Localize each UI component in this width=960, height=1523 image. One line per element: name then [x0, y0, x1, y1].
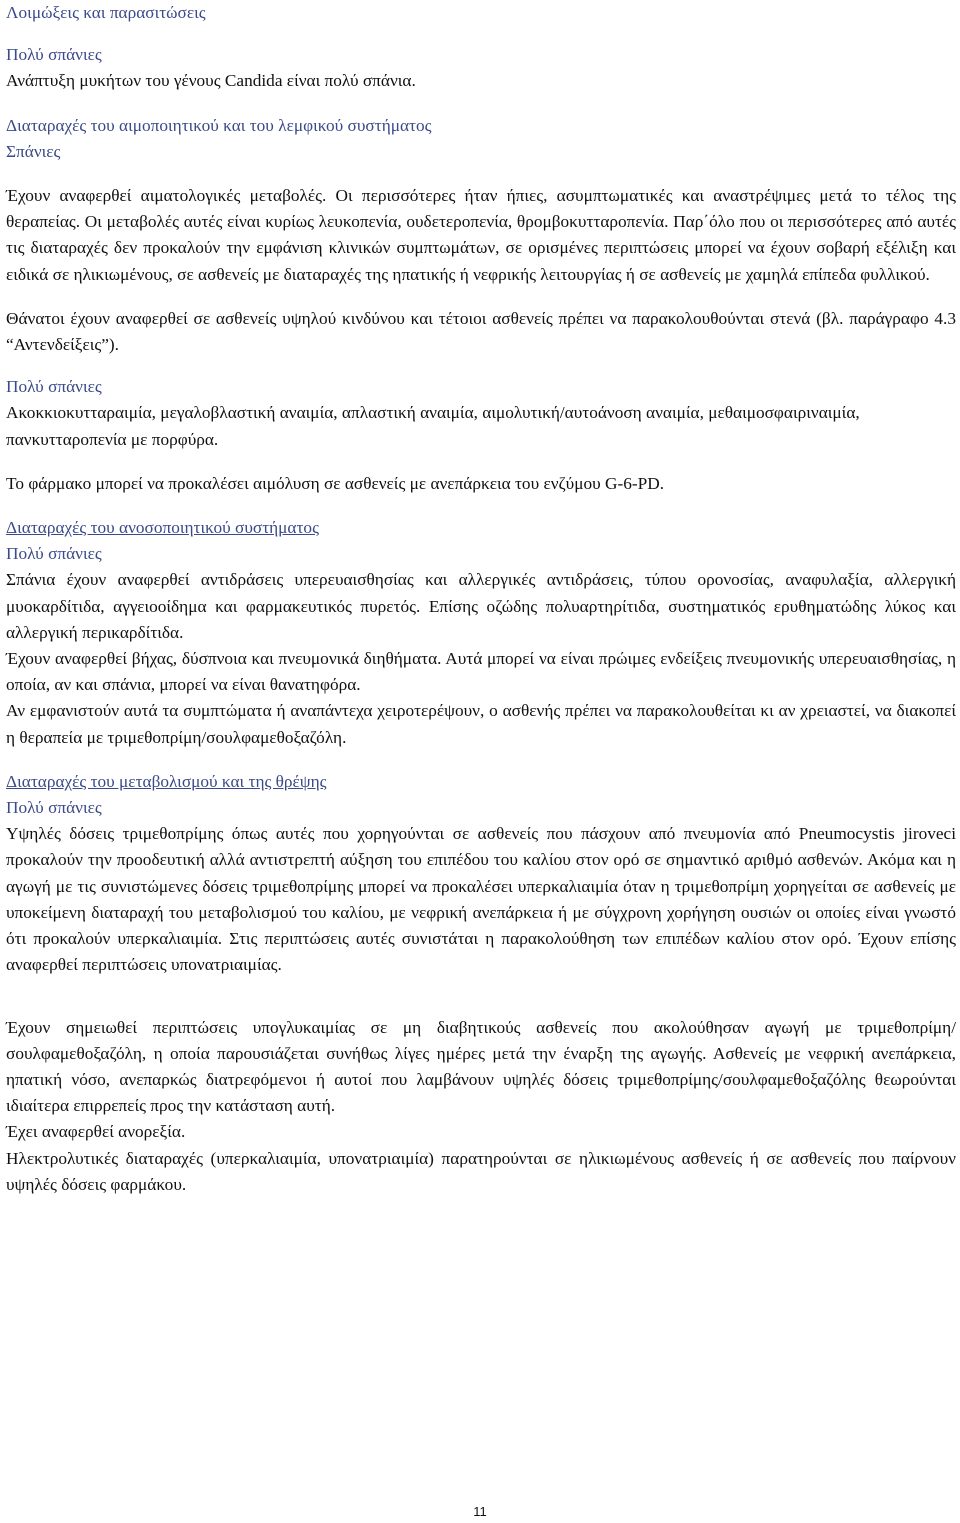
page-number: 11	[473, 1504, 487, 1519]
document-page	[6, 0, 956, 1198]
section-heading: Διαταραχές του αιμοποιητικού και του λεμφικού συστήματος	[6, 115, 432, 135]
section-infections	[6, 0, 956, 95]
section-heading: Διαταραχές του ανοσοποιητικού συστήματος	[6, 518, 319, 538]
frequency-label: Πολύ σπάνιες	[6, 45, 102, 65]
paragraph: Ανάπτυξη μυκήτων του γένους Candida είναι πολύ σπάνια.	[6, 71, 416, 91]
section-heading: Λοιμώξεις και παρασιτώσεις	[6, 3, 206, 22]
section-heading: Διαταραχές του μεταβολισμού και της θρέψης	[6, 771, 327, 791]
frequency-label: Σπάνιες	[6, 141, 61, 161]
frequency-label: Πολύ σπάνιες	[6, 544, 102, 564]
paragraph: Υψηλές δόσεις τριμεθοπρίμης όπως αυτές που χορηγούνται σε ασθενείς που πάσχουν από πνευμονία από Pneumocystis jiroveci προκαλούν την προοδευτική αλλά αντιστρεπτή αύξηση του επιπέδου του καλίου στον ορό σε σημαντικό αριθμό ασθενών. Ακόμα και η αγωγή με τις συνιστώμενες δόσεις τριμεθοπρίμης μπορεί να προκαλέσει υπερκαλιαιμία όταν η τριμεθοπρίμη χορηγείται σε ασθενείς με υποκείμενη διαταραχή του μεταβολισμού του καλίου, με νεφρική ανεπάρκεια ή με σύγχρονη χορήγηση ουσιών οι οποίες είναι γνωστό ότι προκαλούν υπερκαλιαιμία. Στις περιπτώσεις αυτές συνιστάται η παρακολούθηση των επιπέδων καλίου στον ορό. Έχουν επίσης αναφερθεί περιπτώσεις υπονατριαιμίας.	[6, 824, 956, 975]
paragraph: Ακοκκιοκυτταραιμία, μεγαλοβλαστική αναιμία, απλαστική αναιμία, αιμολυτική/αυτοάνοση αναιμία, μεθαιμοσφαιριναιμία, πανκυτταροπενία με πορφύρα.	[6, 403, 860, 449]
paragraph: Έχουν αναφερθεί βήχας, δύσπνοια και πνευμονικά διηθήματα. Αυτά μπορεί να είναι πρώιμες ενδείξεις πνευμονικής υπερευαισθησίας, η οποία, αν και σπάνια, μπορεί να είναι θανατηφόρα.	[6, 649, 956, 695]
paragraph: Έχουν αναφερθεί αιματολογικές μεταβολές. Οι περισσότερες ήταν ήπιες, ασυμπτωματικές και αναστρέψιμες μετά το τέλος της θεραπείας. Οι μεταβολές αυτές είναι κυρίως λευκοπενία, ουδετεροπενία, θρομβοκυτταροπενία. Παρ΄όλο που οι περισσότερες από αυτές τις διαταραχές δεν προκαλούν την εμφάνιση κλινικών συμπτωμάτων, σε ορισμένες περιπτώσεις μπορεί να έχουν σοβαρή εξέλιξη και ειδικά σε ηλικιωμένους, σε ασθενείς με διαταραχές της ηπατικής ή νεφρικής λειτουργίας ή σε ασθενείς με χαμηλά επίπεδα φυλλικού.	[6, 186, 956, 284]
section-blood-lymphatic	[6, 113, 956, 497]
section-immune-system	[6, 515, 956, 751]
paragraph: Έχει αναφερθεί ανορεξία.	[6, 1122, 186, 1142]
paragraph: Θάνατοι έχουν αναφερθεί σε ασθενείς υψηλού κινδύνου και τέτοιοι ασθενείς πρέπει να παρακολουθούνται στενά (βλ. παράγραφο 4.3 “Αντενδείξεις”).	[6, 308, 956, 355]
section-metabolism-nutrition	[6, 769, 956, 1198]
paragraph: Έχουν σημειωθεί περιπτώσεις υπογλυκαιμίας σε μη διαβητικούς ασθενείς που ακολούθησαν αγωγή με τριμεθοπρίμη/σουλφαμεθοξαζόλη, η οποία παρουσιάζεται συνήθως λίγες ημέρες μετά την έναρξη της αγωγής. Ασθενείς με νεφρική ανεπάρκεια, ηπατική νόσο, ανεπαρκώς διατρεφόμενοι ή αυτοί που λαμβάνουν υψηλές δόσεις τριμεθοπρίμης/σουλφαμεθοξαζόλης θεωρούνται ιδιαίτερα επιρρεπείς προς την κατάσταση αυτή.	[6, 1017, 956, 1116]
paragraph: Σπάνια έχουν αναφερθεί αντιδράσεις υπερευαισθησίας και αλλεργικές αντιδράσεις, τύπου ορονοσίας, αναφυλαξία, αλλεργική μυοκαρδίτιδα, αγγειοοίδημα και φαρμακευτικός πυρετός. Επίσης οζώδης πολυαρτηρίτιδα, συστηματικός ερυθηματώδης λύκος και αλλεργική περικαρδίτιδα.	[6, 570, 956, 642]
paragraph: Το φάρμακο μπορεί να προκαλέσει αιμόλυση σε ασθενείς με ανεπάρκεια του ενζύμου G-6-PD.	[6, 473, 665, 493]
paragraph: Αν εμφανιστούν αυτά τα συμπτώματα ή αναπάντεχα χειροτερέψουν, ο ασθενής πρέπει να παρακολουθείται κι αν χρειαστεί, να διακοπεί η θεραπεία με τριμεθοπρίμη/σουλφαμεθοξαζόλη.	[6, 701, 956, 747]
frequency-label: Πολύ σπάνιες	[6, 377, 102, 397]
paragraph: Ηλεκτρολυτικές διαταραχές (υπερκαλιαιμία, υπονατριαιμία) παρατηρούνται σε ηλικιωμένους ασθενείς ή σε ασθενείς που παίρνουν υψηλές δόσεις φαρμάκου.	[6, 1148, 956, 1194]
frequency-label: Πολύ σπάνιες	[6, 798, 102, 818]
